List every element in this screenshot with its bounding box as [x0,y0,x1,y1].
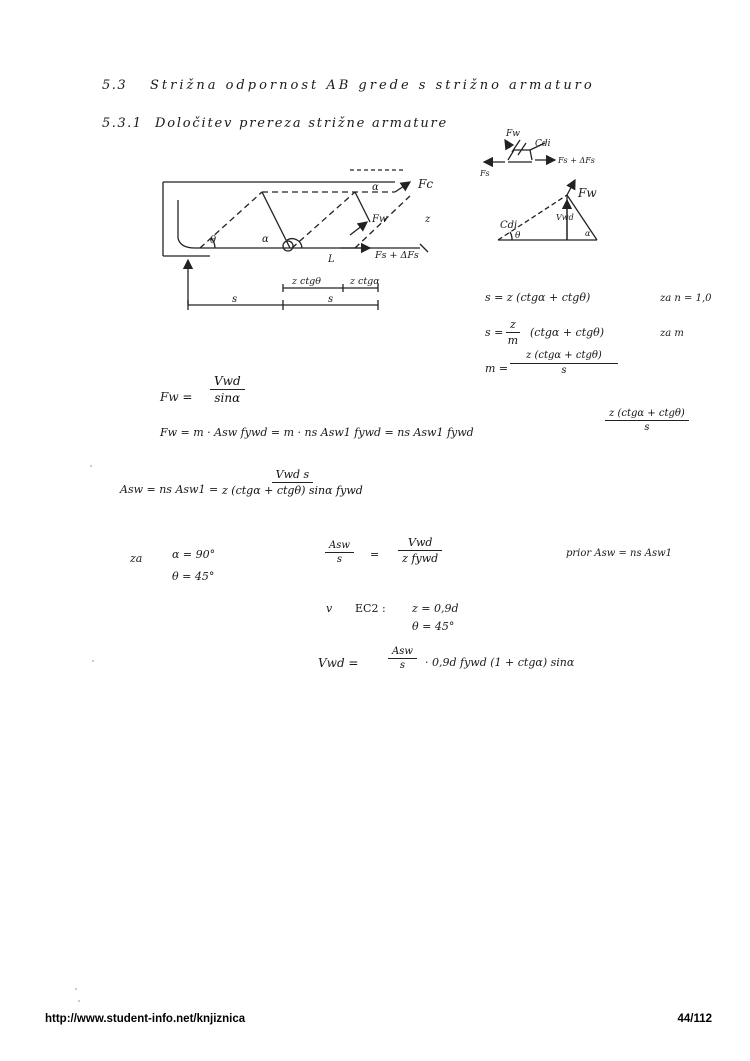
ec2-z: z = 0,9d [412,602,459,615]
eq-spacing-2-rhs: (ctgα + ctgθ) [530,326,605,339]
za-label: za [130,552,143,565]
ec2-prefix: v [326,602,333,615]
eq-fw-frac [210,374,245,405]
eq-vwd-rhs: · 0,9d fywd (1 + ctgα) sinα [425,656,575,669]
section-number: 5.3 [102,78,128,93]
eq-asw-frac [222,468,363,497]
dim-z-ctg-theta: z ctgθ [292,276,321,287]
tri-alpha: α [585,229,591,238]
eq-m-lhs: m = [485,362,509,375]
eq-m-frac [510,350,618,376]
eq-fw2-num: z (ctgα + ctgθ) [605,408,689,421]
subsection-number: 5.3.1 [102,116,143,131]
node-fs: Fs [480,169,490,178]
eq-asw-den: z (ctgα + ctgθ) sinα fywd [222,484,363,497]
eq-fw-num: Vwd [210,374,245,390]
eq-spacing-2-lhs: s = [485,326,504,339]
node-cdi: Cdi [535,139,551,149]
alpha-90: α = 90° [172,548,216,561]
eq-ratio-rhs-den: z fywd [402,552,439,565]
dim-s1: s [232,294,238,305]
note-prior: prior Asw = ns Asw1 [566,548,673,559]
eq-asw-lhs: Asw = ns Asw1 = [120,483,219,496]
scan-speck [78,1000,80,1002]
scan-speck [75,988,77,990]
beam-theta: θ [210,235,217,246]
eq-vwd-den: s [399,660,406,671]
eq-spacing-2-frac [506,318,520,347]
theta-45: θ = 45° [172,570,215,583]
scan-speck [90,465,92,467]
footer-url[interactable]: http://www.student-info.net/knjiznica [45,1013,246,1025]
ec2-label: EC2 : [355,602,386,615]
eq-spacing-1: s = z (ctgα + ctgθ) [485,291,591,304]
eq-spacing-2-note: za m [660,328,684,339]
tri-fw: Fw [578,186,597,200]
dim-s2: s [328,294,334,305]
eq-spacing-2-den: m [507,334,519,347]
dim-z-ctg-alpha: z ctgα [350,276,380,287]
stirrup-hook [178,200,195,248]
eq-spacing-1-note: za n = 1,0 [660,293,712,304]
label-fc: Fc [418,177,434,191]
beam-alpha: α [262,234,269,245]
subsection-title: Določitev prereza strižne armature [155,116,448,131]
beam-alpha-top: α [372,182,379,193]
section-title: Strižna odpornost AB grede s strižno armaturo [150,78,595,93]
eq-ratio-equals: = [370,548,380,561]
label-fs: Fs + ΔFs [375,250,419,261]
footer-page-number: 44/112 [677,1013,712,1025]
eq-ratio-rhs-num: Vwd [398,536,442,551]
eq-fw2-frac [605,408,689,433]
eq-ratio-lhs [325,540,354,565]
eq-asw-num: Vwd s [272,468,314,483]
label-fw: Fw [372,214,388,225]
eq-fw2-den: s [644,422,650,433]
eq-vwd-frac [388,646,417,671]
eq-m-den: s [561,365,567,376]
eq-fw-lhs: Fw = [160,390,193,404]
scan-speck [92,660,94,662]
label-z: z [425,214,431,225]
tri-vwd: Vwd [556,213,574,222]
node-fw: Fw [506,129,520,139]
eq-ratio-rhs [398,536,442,565]
eq-vwd-num: Asw [388,646,417,659]
tri-cdi: Cdi [500,220,518,231]
tri-theta: θ [515,231,521,241]
label-node-l: L [328,254,335,265]
eq-m-num: z (ctgα + ctgθ) [510,350,618,364]
eq-vwd-lhs: Vwd = [318,656,359,670]
ec2-theta: θ = 45° [412,620,455,633]
node-fs-plus: Fs + ΔFs [558,156,595,165]
eq-ratio-den: s [336,554,343,565]
eq-ratio-num: Asw [325,540,354,553]
eq-fw-den: sinα [214,391,241,405]
eq-fw-expanded: Fw = m · Asw fywd = m · ns Asw1 fywd = ns Asw1 fywd [160,426,474,439]
eq-spacing-2-num: z [506,318,520,333]
